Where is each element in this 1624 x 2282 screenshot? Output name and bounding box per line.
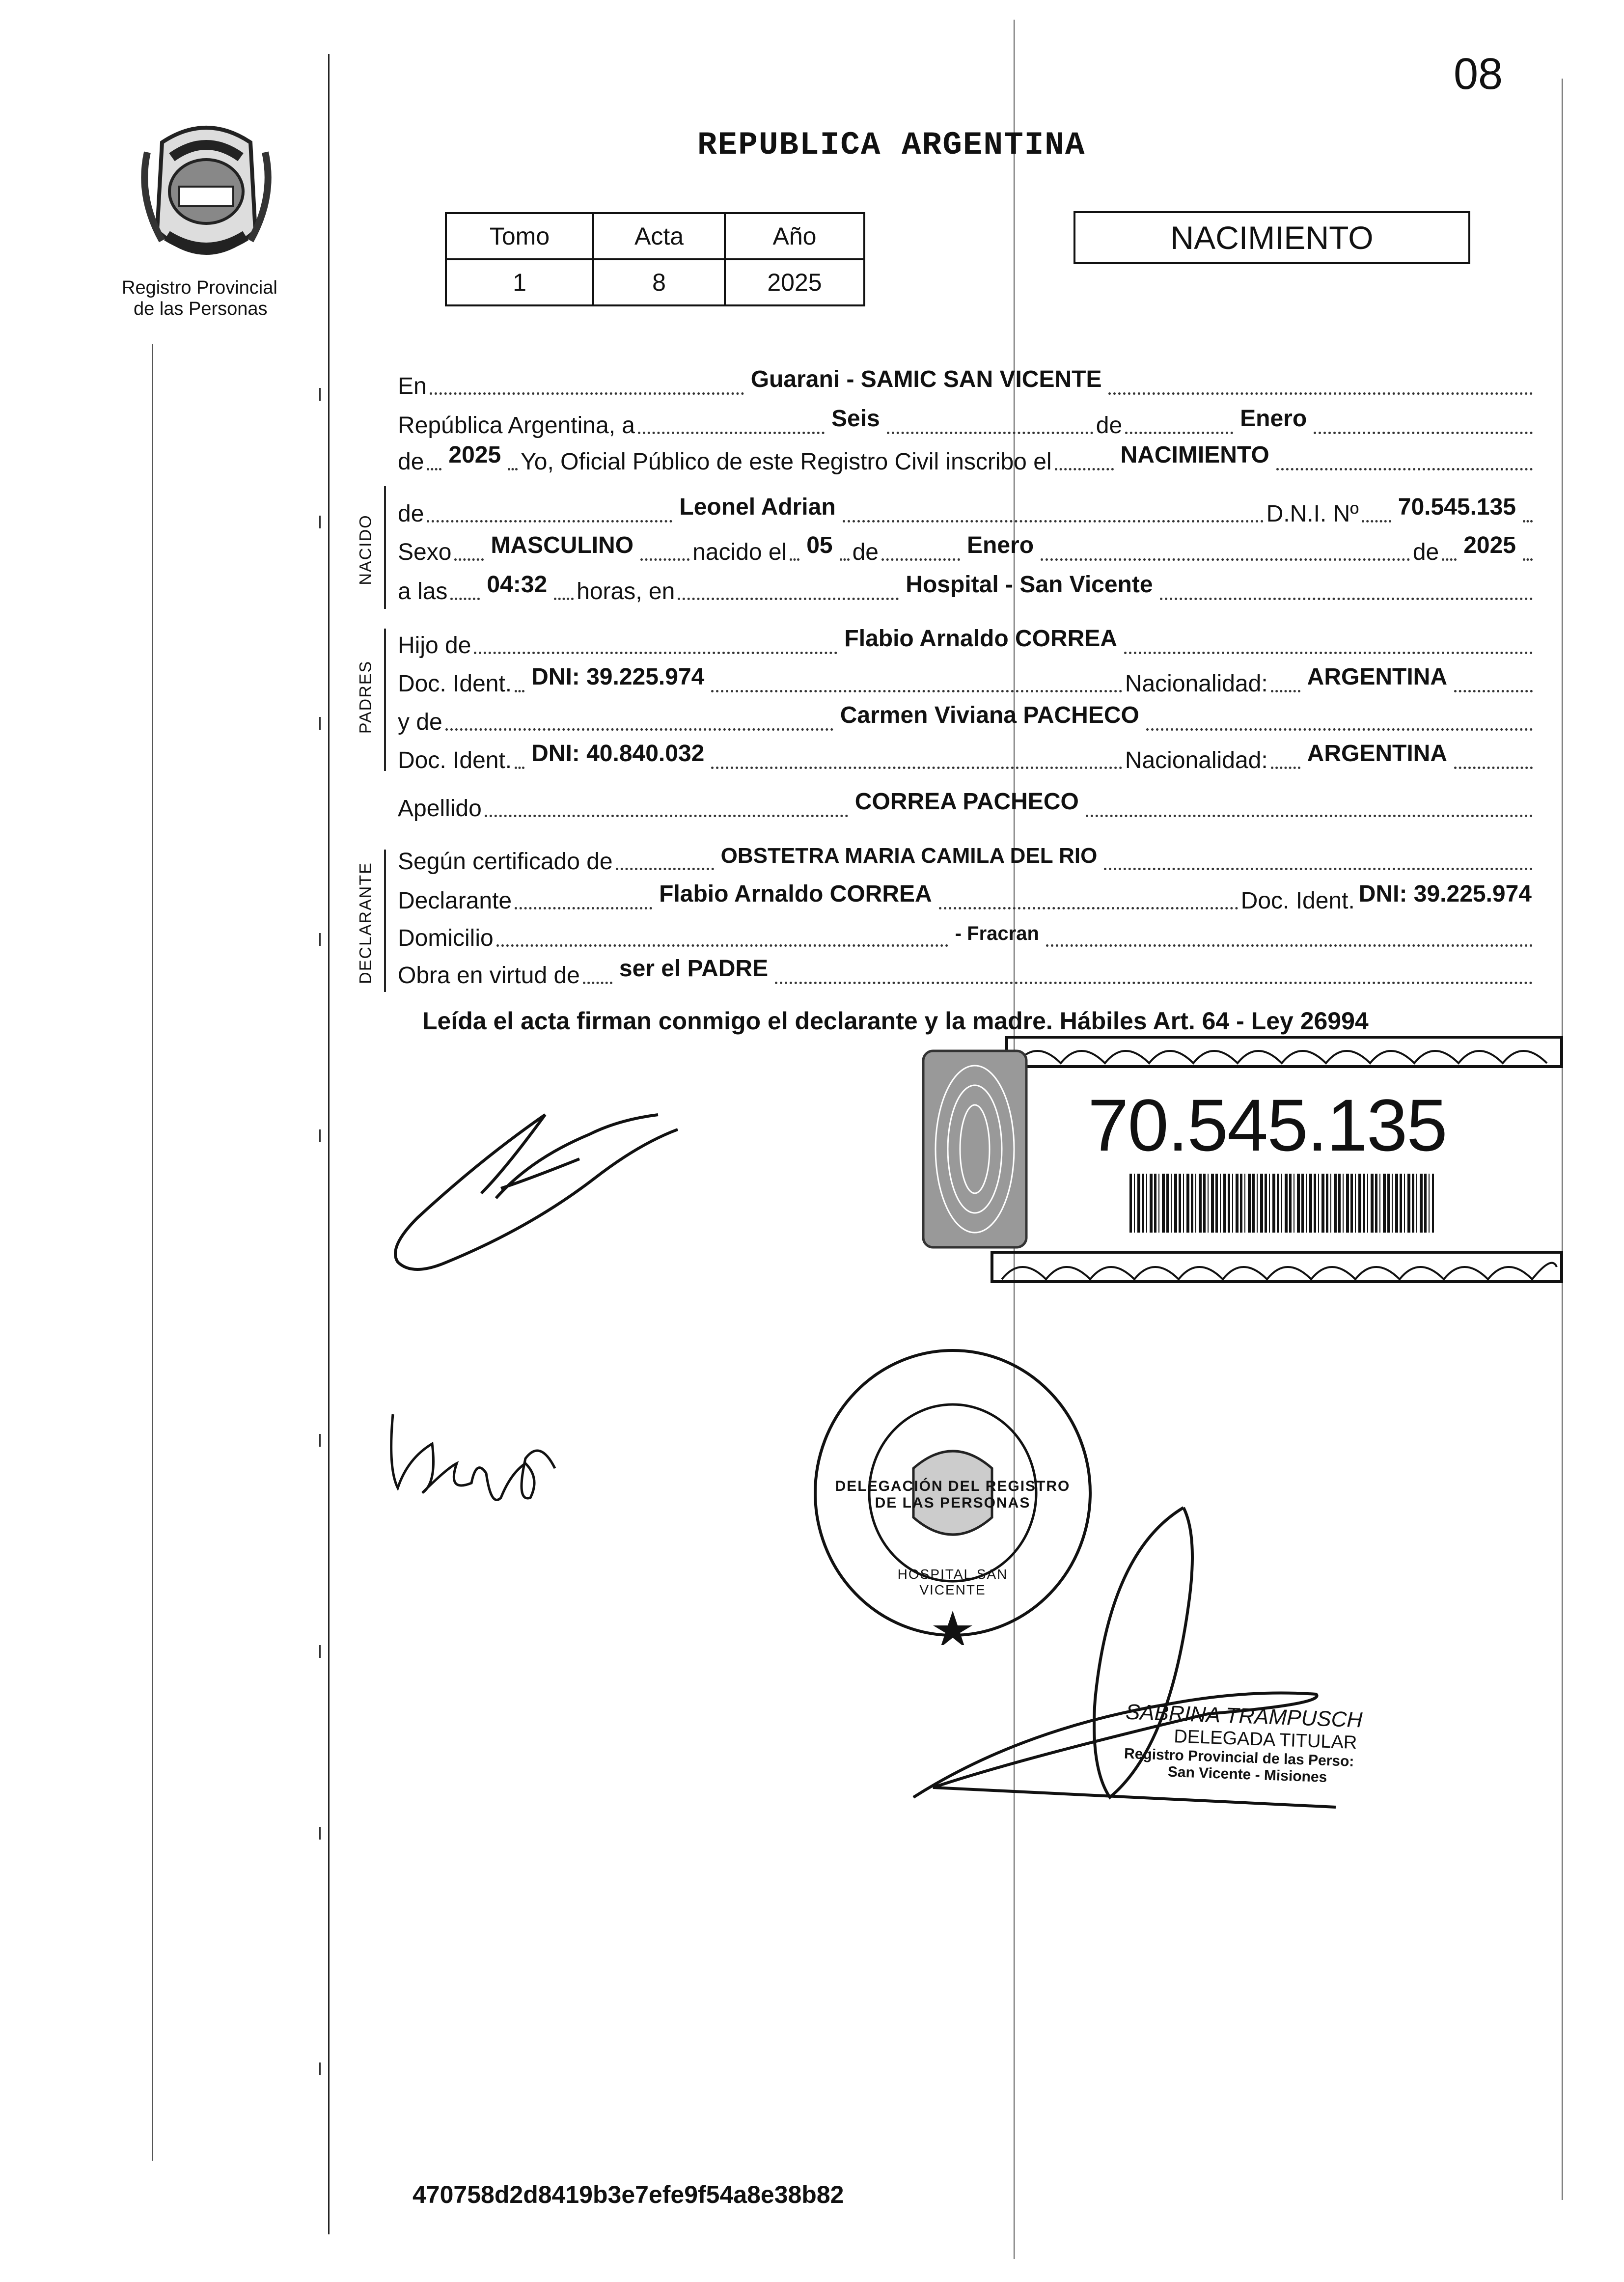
dotted-line: [427, 520, 672, 522]
apellido-label: Apellido: [398, 796, 482, 822]
page-number: 08: [1454, 50, 1503, 99]
stamp-outer-text: DELEGACIÓN DEL REGISTRO DE LAS PERSONAS: [835, 1478, 1071, 1511]
dotted-line: [1523, 558, 1533, 561]
dotted-line: [1124, 652, 1533, 654]
dotted-line: [1146, 728, 1533, 731]
domicilio-value: - Fracran: [955, 923, 1039, 944]
dotted-line: [1271, 767, 1300, 769]
birth-day-value: 05: [806, 532, 833, 558]
row-oficial: [398, 442, 1536, 476]
certificado-value: OBSTETRA MARIA CAMILA DEL RIO: [720, 844, 1098, 868]
closing-text: Leída el acta firman conmigo el declarante y la madre. Hábiles Art. 64 - Ley 26994: [422, 1007, 1369, 1035]
record-type-label: NACIMIENTO: [1170, 220, 1374, 256]
republica-label: República Argentina, a: [398, 412, 635, 439]
dotted-line: [616, 868, 714, 870]
dotted-line: [638, 432, 825, 434]
hijo-de-label: Hijo de: [398, 632, 471, 659]
margin-mark: [319, 717, 321, 730]
hash-code: 470758d2d8419b3e7efe9f54a8e38b82: [413, 2181, 844, 2208]
day-words-value: Seis: [831, 406, 880, 432]
margin-mark: [319, 388, 321, 401]
dotted-line: [515, 767, 524, 769]
dotted-line: [711, 690, 1122, 692]
record-type-box: [1073, 211, 1470, 264]
dotted-line: [430, 392, 744, 395]
dotted-line: [843, 520, 1264, 522]
dotted-line: [881, 558, 960, 561]
dotted-line: [1523, 520, 1533, 522]
row-hijo-de: [398, 626, 1536, 660]
dotted-line: [515, 907, 652, 909]
dotted-line: [1271, 690, 1300, 692]
dotted-line: [1276, 468, 1533, 470]
de-label: de: [1096, 412, 1123, 439]
mother-signature-icon: [378, 1400, 575, 1527]
father-doc-value: DNI: 39.225.974: [531, 664, 705, 690]
father-doc-label: Doc. Ident.: [398, 671, 512, 697]
apellido-value: CORREA PACHECO: [854, 789, 1079, 815]
birth-place-value: Hospital - San Vicente: [906, 572, 1153, 598]
dotted-line: [1055, 468, 1114, 470]
sexo-label: Sexo: [398, 539, 452, 565]
official-title: DELEGADA TITULAR: [1173, 1726, 1358, 1754]
margin-mark: [319, 1645, 321, 1658]
margin-mark: [319, 1827, 321, 1840]
declarante-label: Declarante: [398, 888, 512, 914]
padres-section-label: PADRES: [356, 660, 375, 734]
obra-label: Obra en virtud de: [398, 962, 580, 989]
row-declarante: [398, 881, 1536, 915]
a-las-label: a las: [398, 578, 448, 605]
row-father-doc: [398, 664, 1536, 698]
table-header-tomo: Tomo: [446, 213, 593, 259]
row-hora: [398, 572, 1536, 606]
id-sticker: [918, 1036, 1567, 1287]
dotted-line: [485, 815, 848, 817]
left-scan-line: [152, 344, 153, 2161]
y-de-label: y de: [398, 709, 442, 735]
official-line4: San Vicente - Misiones: [1167, 1763, 1327, 1786]
father-nationality-label: Nacionalidad:: [1125, 671, 1268, 697]
table-value-acta: 8: [593, 259, 725, 305]
mother-doc-label: Doc. Ident.: [398, 747, 512, 773]
record-table: [445, 212, 865, 306]
dotted-line: [939, 907, 1238, 909]
dotted-line: [1125, 432, 1233, 434]
dotted-line: [1108, 392, 1533, 395]
logo-caption-line1: Registro Provincial: [122, 277, 277, 298]
birth-year-value: 2025: [1463, 532, 1516, 558]
dotted-line: [790, 558, 799, 561]
en-label: En: [398, 373, 427, 399]
dotted-line: [711, 767, 1122, 769]
mother-nationality-value: ARGENTINA: [1307, 741, 1447, 767]
dotted-line: [445, 728, 833, 731]
row-sexo: [398, 532, 1536, 567]
nacido-el-label: nacido el: [692, 539, 787, 565]
dotted-line: [1086, 815, 1533, 817]
row-mother-doc: [398, 743, 1536, 775]
country-title: REPUBLICA ARGENTINA: [697, 127, 1086, 164]
left-margin-line: [328, 54, 330, 2234]
horas-label: horas, en: [577, 578, 675, 605]
child-dni-value: 70.545.135: [1398, 494, 1516, 520]
father-name-value: Flabio Arnaldo CORREA: [844, 626, 1117, 652]
declarante-doc-value: DNI: 39.225.974: [1358, 881, 1532, 907]
dotted-line: [1104, 868, 1533, 870]
dotted-line: [454, 558, 484, 561]
padres-bracket: [384, 629, 386, 771]
certificado-label: Según certificado de: [398, 849, 613, 875]
mother-doc-value: DNI: 40.840.032: [531, 741, 705, 767]
table-header-acta: Acta: [593, 213, 725, 259]
dotted-line: [1442, 558, 1457, 561]
dni-label: D.N.I. Nº: [1266, 501, 1359, 527]
table-header-ano: Año: [725, 213, 864, 259]
nacido-de-label: de: [398, 501, 424, 527]
year-value: 2025: [448, 442, 501, 468]
father-nationality-value: ARGENTINA: [1307, 664, 1447, 690]
dotted-line: [1314, 432, 1533, 434]
dotted-line: [1046, 944, 1533, 947]
row-certificado: [398, 845, 1536, 876]
barcode: [1129, 1174, 1434, 1233]
row-republica: [398, 406, 1536, 440]
row-obra: [398, 956, 1536, 990]
child-name-value: Leonel Adrian: [679, 494, 836, 520]
declarante-doc-label: Doc. Ident.: [1240, 888, 1355, 914]
dotted-line: [1041, 558, 1410, 561]
sticker-dni-number: 70.545.135: [1088, 1084, 1447, 1166]
dotted-line: [1454, 690, 1533, 692]
margin-mark: [319, 2062, 321, 2075]
nacido-bracket: [384, 486, 386, 609]
time-value: 04:32: [487, 572, 548, 598]
row-apellido: [398, 789, 1536, 823]
table-value-ano: 2025: [725, 259, 864, 305]
dotted-line: [474, 652, 837, 654]
dotted-line: [554, 598, 574, 600]
inscription-type-value: NACIMIENTO: [1120, 442, 1269, 468]
row-y-de: [398, 702, 1536, 737]
oficial-text: Yo, Oficial Público de este Registro Civil inscribo el: [521, 449, 1052, 475]
table-value-tomo: 1: [446, 259, 593, 305]
mother-nationality-label: Nacionalidad:: [1125, 747, 1268, 773]
year-prefix-label: de: [398, 449, 424, 475]
dotted-line: [1160, 598, 1533, 600]
domicilio-label: Domicilio: [398, 925, 494, 951]
mother-name-value: Carmen Viviana PACHECO: [840, 702, 1139, 728]
dotted-line: [427, 468, 441, 470]
margin-mark: [319, 516, 321, 528]
dotted-line: [1454, 767, 1533, 769]
dotted-line: [678, 598, 899, 600]
month-value: Enero: [1240, 406, 1307, 432]
province-seal-icon: [133, 113, 280, 275]
declarant-signature-icon: [383, 1100, 727, 1296]
dotted-line: [450, 598, 480, 600]
declarante-section-label: DECLARANTE: [356, 862, 375, 984]
nacido-section-label: NACIDO: [356, 514, 375, 585]
row-nacido-name: [398, 494, 1536, 528]
obra-value: ser el PADRE: [619, 956, 769, 982]
dotted-line: [840, 558, 850, 561]
margin-mark: [319, 933, 321, 946]
dotted-line: [887, 432, 1093, 434]
de2-label: de: [1412, 539, 1439, 565]
row-domicilio: [398, 921, 1536, 953]
dotted-line: [515, 690, 524, 692]
birth-month-value: Enero: [966, 532, 1034, 558]
declarante-value: Flabio Arnaldo CORREA: [659, 881, 932, 907]
row-en: [398, 366, 1536, 401]
dotted-line: [496, 944, 948, 947]
official-name: SABRINA TRAMPUSCH: [1125, 1700, 1363, 1732]
dotted-line: [508, 468, 518, 470]
dotted-line: [1362, 520, 1391, 522]
logo-caption-line2: de las Personas: [134, 299, 268, 319]
margin-mark: [319, 1434, 321, 1447]
de1-label: de: [852, 539, 879, 565]
sexo-value: MASCULINO: [491, 532, 634, 558]
dotted-line: [583, 982, 612, 984]
stamp-inner-text: HOSPITAL SAN VICENTE: [897, 1567, 1008, 1597]
dotted-line: [640, 558, 689, 561]
dotted-line: [775, 982, 1533, 984]
declarante-bracket: [384, 850, 386, 992]
province-logo: [133, 113, 280, 275]
margin-mark: [319, 1129, 321, 1142]
official-signature-stamp: [1123, 1700, 1363, 1787]
official-line3: Registro Provincial de las Perso:: [1124, 1745, 1354, 1770]
place-value: Guarani - SAMIC SAN VICENTE: [750, 366, 1102, 392]
